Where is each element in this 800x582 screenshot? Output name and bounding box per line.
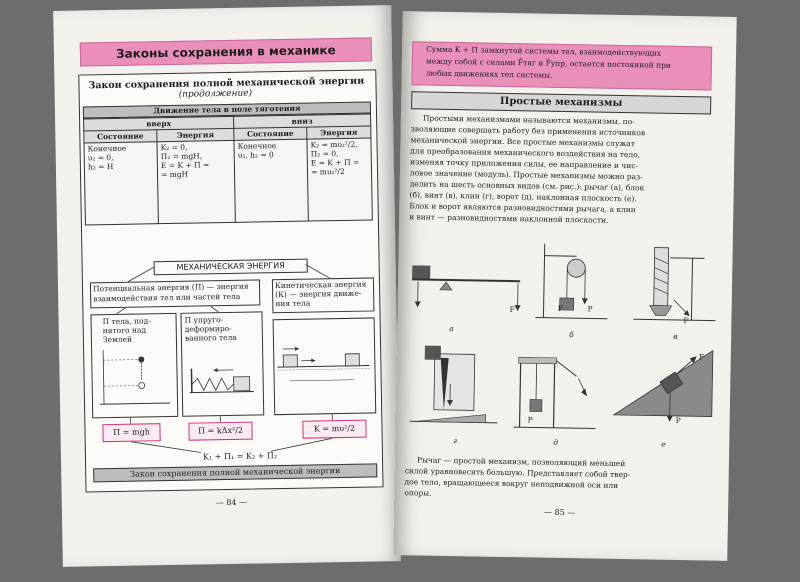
energy-title-box: МЕХАНИЧЕСКАЯ ЭНЕРГИЯ bbox=[154, 259, 308, 276]
table-caption: Движение тела в поле тяготения bbox=[83, 101, 371, 118]
kinetic-text: ния тела bbox=[275, 298, 311, 309]
page-number-right: — 85 — bbox=[543, 507, 576, 518]
note-text: между собой с силами F̄тяг и F̄упр, остается постоянной при bbox=[425, 56, 671, 70]
down-energy-cell: K₂ = mυ₂²/2, Π₂ = 0, E = K + Π = = mυ₂²/2 bbox=[307, 138, 372, 221]
col-energy: Энергия bbox=[307, 126, 371, 139]
up-header: вверх bbox=[84, 116, 234, 131]
kinetic-text: Кинетическая энергия bbox=[274, 279, 367, 291]
section-subtitle: (продолжение) bbox=[178, 88, 253, 100]
inclined-plane-figure bbox=[610, 335, 718, 427]
potential-text: Потенциальная энергия (П) — энергия bbox=[92, 281, 249, 294]
elastic-text: ванного тела bbox=[184, 332, 237, 343]
formula-elastic: П = kΔx²/2 bbox=[188, 422, 252, 441]
intro-paragraph: Простыми механизмами называются механизмы, по- зволяющие совершать работу без применения источников механической энергии. Все простые механизмы служат для преобразования механического воздействия на тело, изменяя точку приложения силы, ее направление и чис- ловое значение (модуль). Простые механизмы можно раз- делить на шесть основных видов (см. рис.): рычаг (а), блок (б), винт (в), клин (г), ворот (д), наклонная плоскость (е). Блок и ворот являются разновидностями рычага, а клин и винт — разновидностями наклонной плоскости. bbox=[409, 113, 646, 225]
up-state-cell: Конечное υ₂ = 0, h₂ = H bbox=[84, 142, 158, 225]
conservation-law-bar: Закон сохранения полной механической энергии bbox=[93, 463, 377, 482]
fig-label-a: а bbox=[449, 323, 454, 334]
fig-label-d: д bbox=[553, 437, 559, 447]
spring-figure bbox=[183, 347, 260, 408]
col-energy: Энергия bbox=[157, 128, 234, 141]
right-page bbox=[393, 11, 736, 561]
up-energy-cell: K₂ = 0, Π₂ = mgH, E = K + Π = = mgH bbox=[157, 140, 235, 223]
force-label: P bbox=[527, 415, 533, 425]
elastic-text: П упруго- bbox=[184, 315, 224, 325]
note-text: Сумма K + П замкнутой системы тел, взаимодействующих bbox=[426, 44, 662, 58]
col-state: Состояние bbox=[84, 130, 157, 143]
screw-figure bbox=[629, 243, 720, 331]
moving-cart-figure bbox=[275, 335, 372, 397]
fig-label-e: е bbox=[661, 439, 666, 449]
force-label: P bbox=[587, 304, 593, 314]
page-number-left: — 84 — bbox=[215, 497, 248, 508]
elastic-text: деформиро- bbox=[184, 323, 232, 334]
wedge-figure bbox=[405, 343, 503, 435]
pulley-figure bbox=[531, 241, 612, 328]
formula-raised: П = mgh bbox=[102, 423, 160, 442]
force-label: P bbox=[557, 303, 563, 313]
windlass-figure bbox=[509, 345, 601, 437]
formula-kinetic: K = mυ²/2 bbox=[302, 420, 366, 439]
raised-text: нятого над bbox=[102, 325, 147, 336]
raised-text: П тела, под- bbox=[102, 316, 151, 327]
fig-label-g: г bbox=[453, 436, 458, 446]
fig-label-v: в bbox=[673, 331, 678, 341]
section-title: Закон сохранения полной механической энергии bbox=[88, 75, 365, 92]
force-label: F bbox=[683, 316, 689, 326]
down-state-cell: Конечное υ₂, h₂ = 0 bbox=[234, 139, 308, 222]
force-label: P bbox=[675, 415, 681, 426]
force-label: F bbox=[509, 305, 515, 315]
left-page bbox=[53, 5, 401, 567]
note-text: любых движениях тел системы. bbox=[425, 68, 553, 80]
raised-text: Землей bbox=[102, 334, 133, 345]
kinetic-text: (К) — энергия движе- bbox=[275, 288, 362, 300]
fig-label-b: б bbox=[569, 330, 574, 340]
force-label: F bbox=[698, 352, 705, 362]
section-heading: Простые механизмы bbox=[411, 91, 711, 114]
conservation-equation: K₁ + Π₁ = K₂ + Π₂ bbox=[202, 451, 278, 462]
col-state: Состояние bbox=[234, 127, 307, 140]
down-header: вниз bbox=[234, 114, 371, 128]
chapter-banner: Законы сохранения в механике bbox=[80, 37, 372, 66]
falling-body-figure bbox=[93, 345, 174, 406]
lever-paragraph: Рычаг — простой механизм, позволяющий меньшей силой уравновесить большую. Представляет собой твер- дое тело, вращающееся вокруг неподвижной оси или опоры. bbox=[404, 455, 631, 498]
potential-text: взаимодействия тел или частей тела bbox=[93, 291, 241, 304]
